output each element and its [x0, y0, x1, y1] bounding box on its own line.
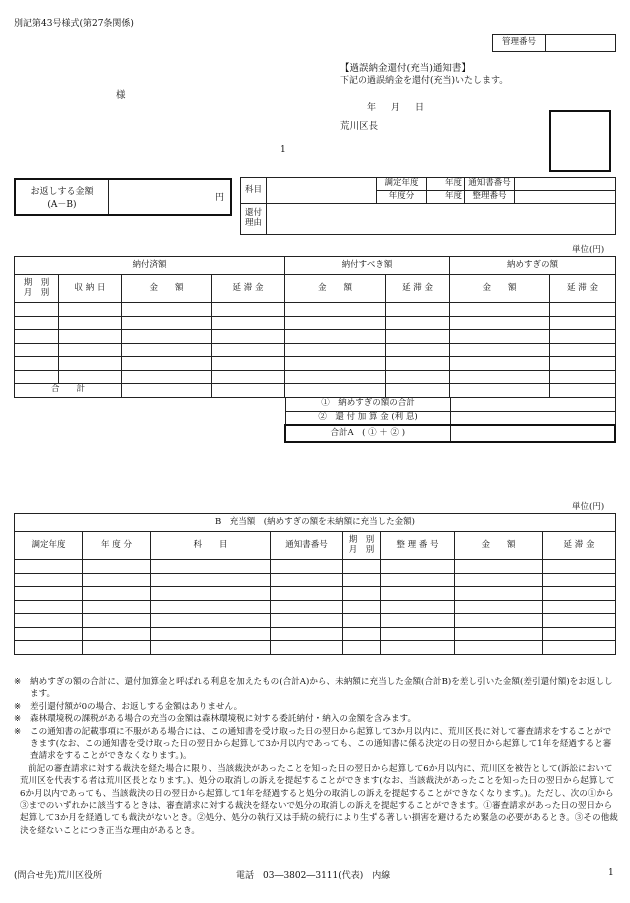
over-late-fee-header: 延 滞 金: [550, 275, 616, 303]
b-period-header: 期 別 月 別: [343, 532, 381, 560]
note-4: ※ この通知書の記載事項に不服がある場合には、この通知書を受け取った日の翌日から起算して3か月以内に、荒川区長に対して審査請求をすることができます(なお、この通知書を受け取った日の翌日から起算して3か月以内であっても、この通知書に係る決定の日の翌日から起算して1年を経過すると審査請求をすることができなくなります。)。: [14, 726, 612, 762]
tsuchi-no-label: 通知書番号: [465, 178, 515, 191]
header-page-number: 1: [280, 145, 286, 155]
issuer-name: 荒川区長: [340, 121, 379, 132]
table-row: [15, 627, 616, 641]
table-row: [15, 357, 616, 371]
table-row: [15, 614, 616, 628]
footer-phone: 電話 03―3802―3111(代表) 内線: [236, 871, 391, 881]
table-row: [15, 587, 616, 601]
footer-page-number: 1: [608, 868, 614, 878]
overpayment-table: [14, 256, 616, 398]
form-id: 別記第43号様式(第27条関係): [14, 19, 134, 29]
note-5: 前記の審査請求に対する裁決を経た場合に限り、当該裁決があったことを知った日の翌日から起算して6か月以内に、荒川区を被告として(訴訟において荒川区を代表する者は荒川区長となります。)、処分の取消しの訴えを提起することができます(なお、当該裁決があったことを知った日の翌日から起算して6か月以内であっても、当該裁決の日の翌日から起算して1年を経過すると処分の取消しの訴えを提起することができなくなります。)。ただし、次の①から③までのいずれかに該当するときは、審査請求に対する裁決を経ないで処分の取消しの訴えを提起することができます。①審査請求があった日の翌日から起算して3か月を経過しても裁決がないとき。②処分、処分の執行又は手続の続行により生ずる著しい損害を避けるため緊急の必要があるとき。③その他裁決を経ないことにつき正当な理由があるとき。: [20, 763, 618, 836]
refund-amount-label: お返しする金額: [30, 187, 94, 197]
table-row: [15, 343, 616, 357]
sum-table: [285, 397, 616, 425]
intro-text: 下記の過誤納金を還付(充当)いたします。: [340, 76, 509, 86]
overpaid-header: 納めすぎの額: [450, 257, 616, 275]
nendo-bun-value: 年度: [427, 191, 465, 204]
refund-amount-unit: 円: [214, 193, 224, 203]
nendo-bun-label: 年度分: [377, 191, 427, 204]
table-row: [15, 560, 616, 574]
issue-date: 年 月 日: [367, 103, 428, 113]
b-late-fee-header: 延 滞 金: [543, 532, 616, 560]
refund-reason-label: 還付 理由: [241, 204, 267, 235]
b-seiri-no-header: 整 理 番 号: [381, 532, 455, 560]
control-number-label: 管理番号: [493, 35, 546, 52]
table-row: [15, 573, 616, 587]
sum-overpaid-value[interactable]: [451, 398, 616, 412]
unit-label-a: 単位(円): [572, 245, 605, 255]
paid-header: 納付済額: [15, 257, 285, 275]
table-row: [15, 330, 616, 344]
notes-section: [14, 676, 618, 837]
unit-label-b: 単位(円): [572, 502, 605, 512]
refund-reason-value[interactable]: [267, 204, 616, 235]
sum-interest-value[interactable]: [451, 411, 616, 425]
info-table: [240, 177, 616, 235]
kamoku-value[interactable]: [267, 178, 377, 204]
table-row: [15, 316, 616, 330]
note-1: ※ 納めすぎの額の合計に、還付加算金と呼ばれる利息を加えたもの(合計A)から、未納額に充当した金額(合計B)を差し引いた金額(差引還付額)をお返しします。: [14, 677, 613, 700]
kamoku-label: 科目: [241, 178, 267, 204]
b-nendo-bun-header: 年 度 分: [83, 532, 151, 560]
total-a-value[interactable]: [450, 425, 615, 442]
should-late-fee-header: 延 滞 金: [386, 275, 450, 303]
period-header: 期 別 月 別: [15, 275, 59, 303]
b-chotei-nendo-header: 調定年度: [15, 532, 83, 560]
footer-contact: (問合せ先)荒川区役所: [14, 871, 103, 881]
table-row: [15, 370, 616, 384]
control-number-box: [492, 34, 616, 52]
seal-box: [549, 110, 611, 172]
appropriation-title: B 充当額 (納めすぎの額を未納額に充当した金額): [15, 514, 616, 532]
b-amount-header: 金 額: [455, 532, 543, 560]
receipt-date-header: 収 納 日: [59, 275, 122, 303]
seiri-no-value[interactable]: [515, 191, 616, 204]
sum-interest-label: ② 還 付 加 算 金 (利 息): [286, 411, 451, 425]
chotei-nendo-label: 調定年度: [377, 178, 427, 191]
over-amount-header: 金 額: [450, 275, 550, 303]
sum-overpaid-label: ① 納めすぎの額の合計: [286, 398, 451, 412]
appropriation-table: [14, 513, 616, 655]
seiri-no-label: 整理番号: [465, 191, 515, 204]
should-pay-header: 納付すべき額: [285, 257, 450, 275]
paid-amount-header: 金 額: [122, 275, 212, 303]
table-row: [15, 600, 616, 614]
total-a-box: [284, 424, 616, 443]
note-3: ※ 森林環境税の課税がある場合の充当の金額は森林環境税に対する委託納付・納入の金額を含みます。: [14, 714, 417, 725]
addressee-sama: 様: [116, 90, 126, 101]
total-label: 合 計: [15, 384, 122, 398]
b-kamoku-header: 科 目: [151, 532, 271, 560]
table-row: [15, 303, 616, 317]
control-number-value[interactable]: [546, 35, 616, 52]
document-title: 【過誤納金還付(充当)通知書】: [340, 63, 471, 74]
refund-amount-sub: (A－B): [47, 200, 77, 210]
chotei-nendo-value: 年度: [427, 178, 465, 191]
table-row: [15, 641, 616, 655]
total-row: [15, 384, 616, 398]
refund-amount-box: [14, 178, 232, 216]
tsuchi-no-value[interactable]: [515, 178, 616, 191]
b-tsuchi-no-header: 通知書番号: [271, 532, 343, 560]
should-amount-header: 金 額: [285, 275, 386, 303]
note-2: ※ 差引還付額が0の場合、お返しする金額はありません。: [14, 701, 243, 712]
total-a-label: 合計A ( ① ＋ ② ): [285, 425, 450, 442]
paid-late-fee-header: 延 滞 金: [212, 275, 285, 303]
